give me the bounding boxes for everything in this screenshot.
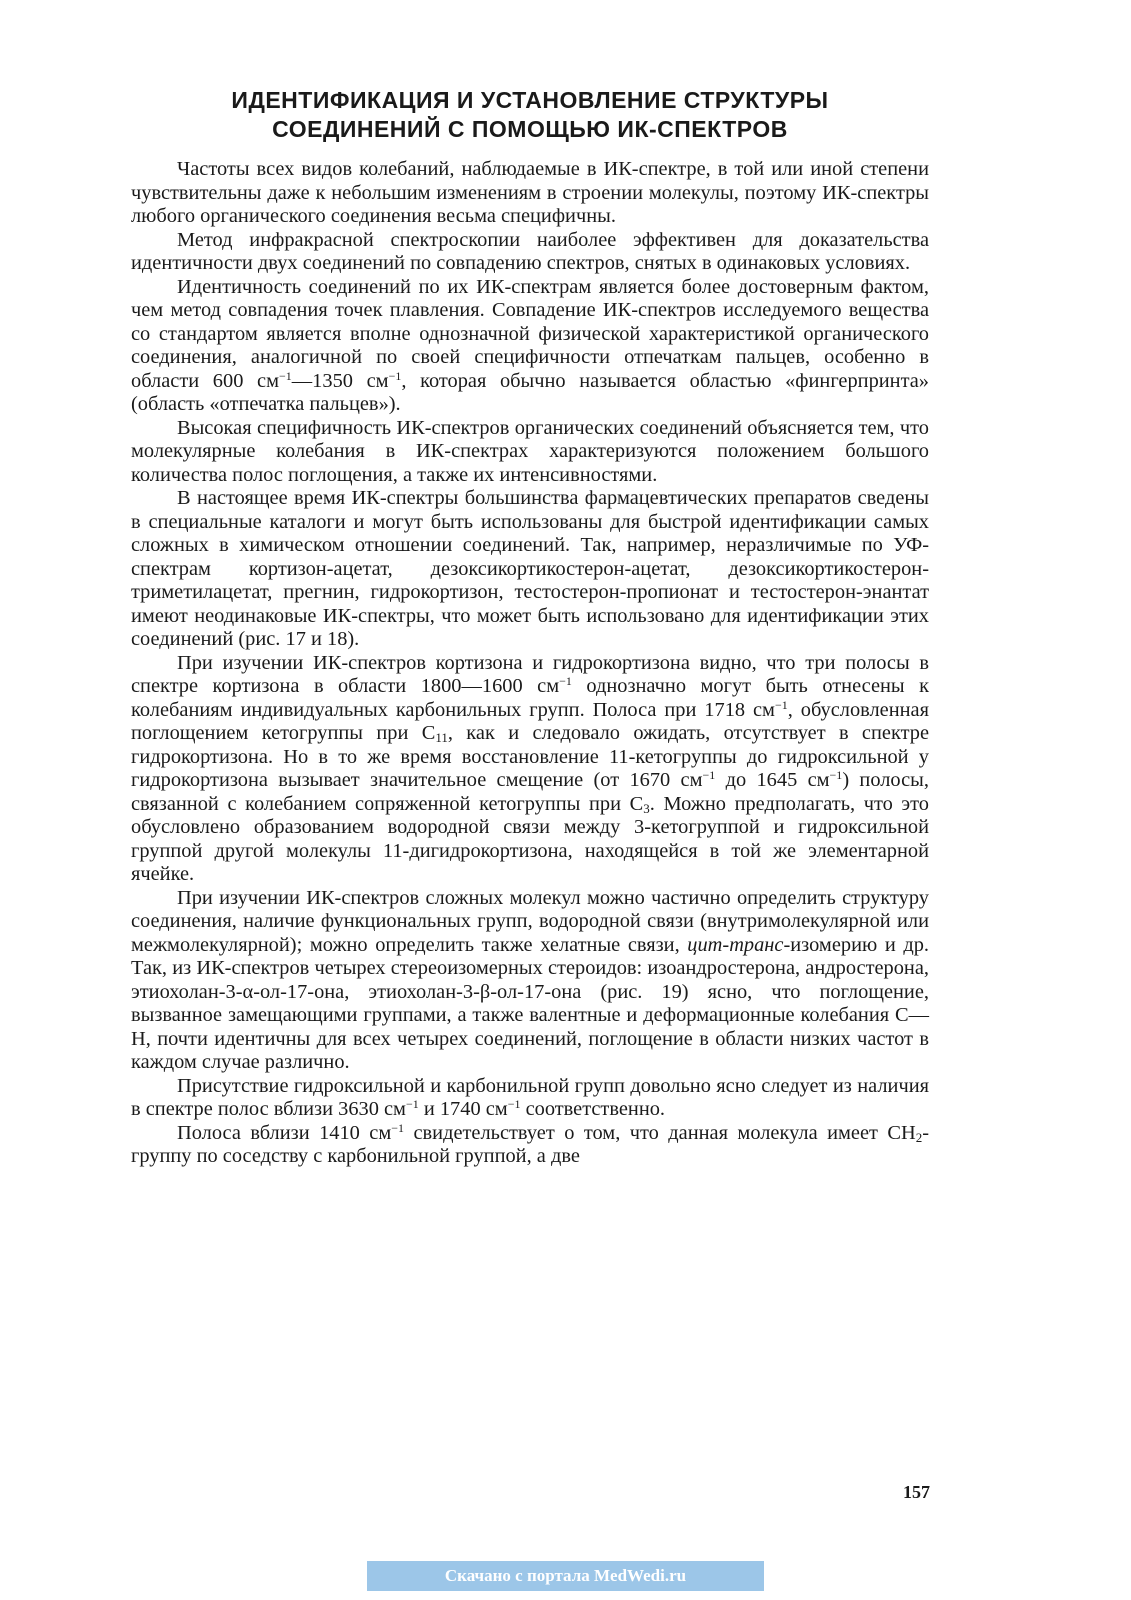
subscript: 11: [435, 730, 448, 745]
page-number: 157: [903, 1482, 930, 1502]
paragraph-2: Метод инфракрасной спектроскопии наиболее эффективен для доказательства идентичности двух соединений по совпадению спектров, снятых в одинаковых условиях.: [131, 228, 929, 274]
chapter-title: [130, 86, 930, 144]
text-run: , обусловленная поглощением кетогруппы при C: [131, 698, 929, 744]
superscript: −1: [559, 674, 572, 688]
paragraph-4: Высокая специфичность ИК-спектров органических соединений объясняется тем, что молекулярные колебания в ИК-спектрах характеризуются положением большого количества полос поглощения, а также их интенсивностями.: [131, 416, 929, 486]
paragraph-5: В настоящее время ИК-спектры большинства фармацевтических препаратов сведены в специальные каталоги и могут быть использованы для быстрой идентификации самых сложных в химическом отношении соединений. Так, например, неразличимые по УФ-спектрам кортизон-ацетат, дезоксикортикостерон-ацетат, дезоксикортикостеронтриметилацетат, прегнин, гидрокортизон, тестостерон-пропионат и тестостерон-энантат имеют неодинаковые ИК-спектры, что может быть использовано для идентификации этих соединений (рис. 17 и 18).: [131, 487, 929, 650]
subscript: 2: [915, 1129, 923, 1145]
text-run: При изучении ИК-спектров сложных молекул можно частично определить структуру соединения, наличие функциональных групп, водородной связи (внутримолекулярной или межмолекулярной); можно определить также хелатные связи,: [131, 886, 929, 956]
text-run: и 1740 см: [418, 1098, 508, 1120]
text-run: Присутствие гидроксильной и карбонильной групп довольно ясно следует из наличия в спектре полос вблизи 3630 см: [131, 1074, 929, 1120]
chapter-title-line-2: СОЕДИНЕНИЙ С ПОМОЩЬЮ ИК-СПЕКТРОВ: [272, 116, 788, 142]
text-run: Полоса вблизи 1410 см: [177, 1121, 392, 1144]
text-run: , которая обычно называется областью «фингерпринта» (область «отпечатка пальцев»).: [131, 369, 930, 415]
text-run: -группу по соседству с карбонильной группой, а две: [131, 1121, 929, 1167]
superscript: −1: [507, 1097, 521, 1111]
superscript: −1: [702, 768, 716, 782]
text-run: , как и следовало ожидать, отсутствует в спектре гидрокортизона. Но в то же время восстановление 11-кетогруппы до гидроксильной у гидрокортизона вызывает значительное смещение (от 1670 см: [131, 722, 929, 791]
text-run: . Можно предполагать, что это обусловлено образованием водородной связи между 3-кетогруппой и гидроксильной группой другой молекулы 11-дигидрокортизона, находящейся в той же элементарной ячейке.: [131, 792, 929, 885]
superscript: −1: [829, 768, 843, 782]
superscript: −1: [279, 368, 292, 383]
body-text: [131, 158, 929, 1169]
text-run: -изомерию и др. Так, из ИК-спектров четырех стереоизомерных стероидов: изоандростерона, андростерона, этиохолан-3-α-ол-17-она, этиохолан-3-β-ол-17-она (рис. 19) ясно, что поглощение, вызванное замещающими группами, а также валентные и деформационные колебания C—H, почти идентичны для всех четырех соединений, поглощение в области низких частот в каждом случае различно.: [131, 933, 929, 1073]
text-run: —1350 см: [291, 369, 389, 392]
text-run: однозначно могут быть отнесены к колебаниям индивидуальных карбонильных групп. Полоса при 1718 см: [131, 675, 930, 721]
paragraph-7: [131, 887, 929, 1075]
chapter-title-line-1: ИДЕНТИФИКАЦИЯ И УСТАНОВЛЕНИЕ СТРУКТУРЫ: [231, 87, 829, 113]
superscript: −1: [391, 1120, 405, 1135]
text-run: При изучении ИК-спектров кортизона и гидрокортизона видно, что три полосы в спектре кортизона в области 1800—1600 см: [131, 651, 929, 697]
text-run: соответственно.: [520, 1098, 666, 1120]
superscript: −1: [774, 697, 788, 712]
paragraph-9: [131, 1122, 929, 1169]
paragraph-8: [131, 1075, 929, 1122]
text-run: ) полосы, связанной с колебанием сопряженной кетогруппы при C: [131, 769, 929, 815]
italic-term: цит-транс: [687, 933, 784, 956]
paragraph-6: [131, 652, 929, 887]
download-watermark[interactable]: Скачано с портала MedWedi.ru: [367, 1561, 764, 1591]
text-run: до 1645 см: [715, 769, 830, 791]
subscript: 3: [643, 800, 650, 816]
superscript: −1: [388, 368, 402, 383]
paragraph-3: [131, 276, 929, 417]
text-run: Идентичность соединений по их ИК-спектрам является более достоверным фактом, чем метод совпадения точек плавления. Совпадение ИК-спектров исследуемого вещества со стандартом является вполне однозначной физической характеристикой органического соединения, аналогичной по своей специфичности отпечаткам пальцев, особенно в области 600 см: [131, 275, 929, 392]
paragraph-1: Частоты всех видов колебаний, наблюдаемые в ИК-спектре, в той или иной степени чувствительны даже к небольшим изменениям в строении молекулы, поэтому ИК-спектры любого органического соединения весьма специфичны.: [131, 158, 929, 227]
text-run: свидетельствует о том, что данная молекула имеет CH: [404, 1121, 916, 1144]
superscript: −1: [405, 1097, 419, 1111]
